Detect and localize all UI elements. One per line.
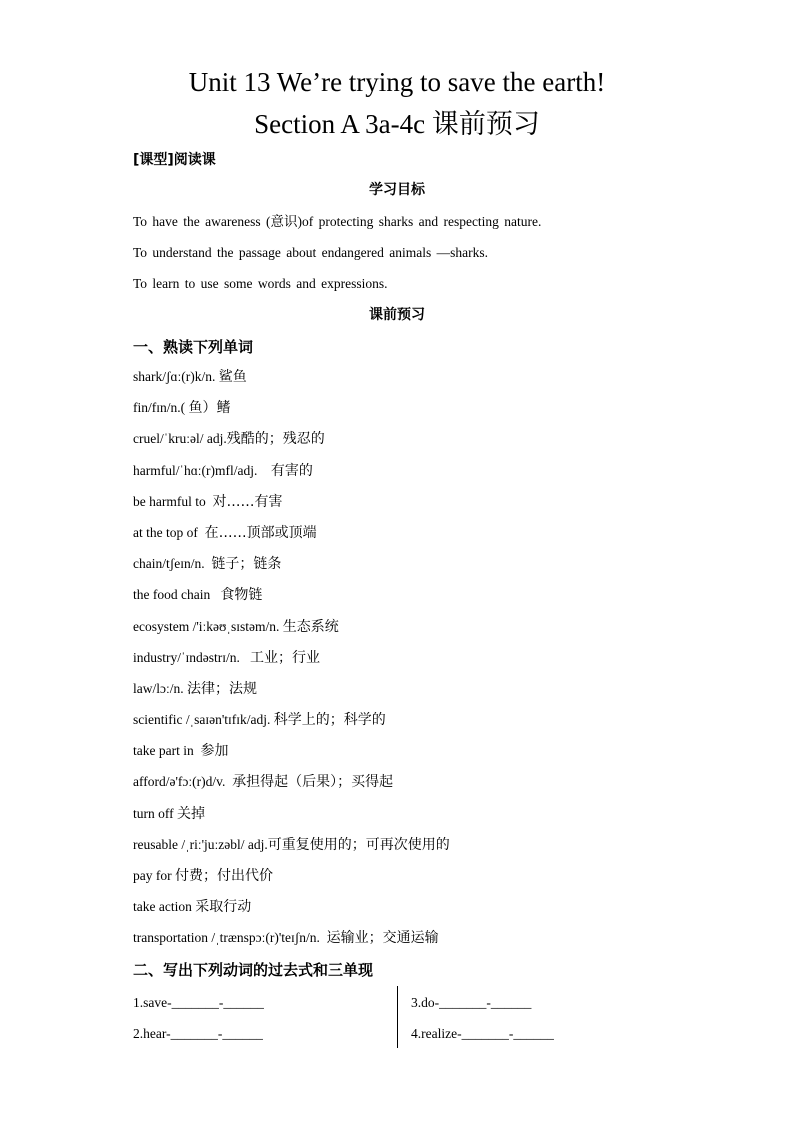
vocabulary-meaning: 采取行动 bbox=[195, 899, 252, 916]
learning-goal-item: To have the awareness (意识)of protecting sharks and respecting nature. bbox=[133, 214, 542, 229]
vocabulary-item bbox=[133, 555, 693, 586]
vocabulary-list bbox=[133, 368, 693, 961]
vocabulary-word: shark/ʃɑː(r)k/n. bbox=[133, 369, 216, 384]
verb-exercise-item: 3.do-_______-______ bbox=[411, 995, 532, 1010]
vocabulary-item bbox=[133, 493, 693, 524]
vocabulary-meaning: 付费；付出代价 bbox=[174, 868, 273, 884]
vocabulary-word: chain/tʃeɪn/n. bbox=[133, 556, 205, 572]
vocabulary-word: the food chain bbox=[133, 587, 211, 603]
vocabulary-meaning: 可重复使用的；可再次使用的 bbox=[267, 836, 450, 853]
vocabulary-item bbox=[133, 867, 693, 898]
vocabulary-section-heading: 一、熟读下列单词 bbox=[133, 338, 254, 356]
document-subtitle: Section A 3a-4c 课前预习 bbox=[254, 109, 540, 139]
vocabulary-meaning: 有害的 bbox=[270, 462, 313, 479]
vocabulary-meaning: 工业；行业 bbox=[250, 649, 320, 666]
vocabulary-item bbox=[133, 399, 693, 430]
document-title: Unit 13 We’re trying to save the earth! bbox=[188, 67, 606, 97]
verb-exercise-item: 4.realize-_______-______ bbox=[411, 1026, 554, 1041]
vocabulary-meaning: 鱼）鳍 bbox=[188, 400, 231, 417]
verb-exercise-item: 2.hear-_______-______ bbox=[133, 1026, 263, 1041]
vocabulary-word: law/lɔː/n. bbox=[133, 680, 184, 696]
vocabulary-item bbox=[133, 368, 693, 399]
vocabulary-word: fin/fɪn/n.( bbox=[133, 400, 186, 416]
vocabulary-word: at the top of bbox=[133, 524, 198, 540]
vocabulary-item bbox=[133, 773, 693, 804]
vocabulary-item bbox=[133, 586, 693, 617]
vocabulary-item bbox=[133, 649, 693, 680]
vocabulary-item bbox=[133, 680, 693, 711]
vocabulary-item bbox=[133, 711, 693, 742]
vocabulary-word: ecosystem /'iːkəʊˌsɪstəm/n. bbox=[133, 618, 280, 634]
vocabulary-word: cruel/ˈkruːəl/ adj. bbox=[133, 431, 227, 447]
vocabulary-item bbox=[133, 836, 693, 867]
vocabulary-item bbox=[133, 742, 693, 773]
vocabulary-item bbox=[133, 462, 693, 493]
preview-heading: 课前预习 bbox=[369, 307, 425, 323]
vocabulary-word: take action bbox=[133, 899, 192, 915]
vocabulary-word: pay for bbox=[133, 868, 172, 883]
vocabulary-meaning: 运输业；交通运输 bbox=[326, 930, 439, 947]
learning-goal-item: To understand the passage about endangered animals —sharks. bbox=[133, 245, 488, 260]
vocabulary-meaning: 法律；法规 bbox=[187, 680, 257, 697]
vocabulary-meaning: 生态系统 bbox=[282, 618, 339, 635]
learning-goals-heading: 学习目标 bbox=[369, 182, 425, 198]
vocabulary-meaning: 链子；链条 bbox=[211, 556, 282, 573]
vocabulary-word: turn off bbox=[133, 805, 174, 821]
learning-goal-item: To learn to use some words and expressions. bbox=[133, 276, 388, 291]
vocabulary-item bbox=[133, 805, 693, 836]
vocabulary-meaning: 承担得起（后果）；买得起 bbox=[232, 774, 394, 791]
vocabulary-meaning: 科学上的；科学的 bbox=[273, 712, 386, 729]
vocabulary-meaning: 在……顶部或顶端 bbox=[204, 524, 317, 541]
vocabulary-word: harmful/ˈhɑː(r)mfl/adj. bbox=[133, 462, 258, 478]
vocabulary-item bbox=[133, 929, 693, 960]
vocabulary-item bbox=[133, 618, 693, 649]
vocabulary-item bbox=[133, 898, 693, 929]
vocabulary-word: industry/ˈɪndəstrɪ/n. bbox=[133, 649, 240, 665]
vocabulary-word: afford/ə'fɔː(r)d/v. bbox=[133, 774, 226, 790]
vocabulary-word: scientific /ˌsaɪən'tɪfɪk/adj. bbox=[133, 712, 271, 728]
vocabulary-meaning: 对……有害 bbox=[212, 493, 283, 510]
lesson-type-label: [课型]阅读课 bbox=[133, 152, 216, 168]
vocabulary-meaning: 鲨鱼 bbox=[218, 369, 247, 385]
verb-forms-section-heading: 二、写出下列动词的过去式和三单现 bbox=[133, 961, 374, 979]
vocabulary-item bbox=[133, 430, 693, 461]
vocabulary-word: be harmful to bbox=[133, 493, 206, 509]
verb-exercise-item: 1.save-_______-______ bbox=[133, 995, 264, 1010]
vocabulary-word: transportation /ˌtrænspɔː(r)'teɪʃn/n. bbox=[133, 930, 320, 946]
vocabulary-meaning: 残酷的；残忍的 bbox=[226, 431, 325, 448]
vocabulary-item bbox=[133, 524, 693, 555]
column-divider bbox=[397, 986, 398, 1048]
vocabulary-meaning: 食物链 bbox=[220, 587, 263, 604]
vocabulary-word: take part in bbox=[133, 743, 194, 759]
vocabulary-word: reusable /ˌriː'juːzəbl/ adj. bbox=[133, 836, 268, 852]
vocabulary-meaning: 关掉 bbox=[177, 805, 205, 822]
vocabulary-meaning: 参加 bbox=[200, 743, 229, 760]
